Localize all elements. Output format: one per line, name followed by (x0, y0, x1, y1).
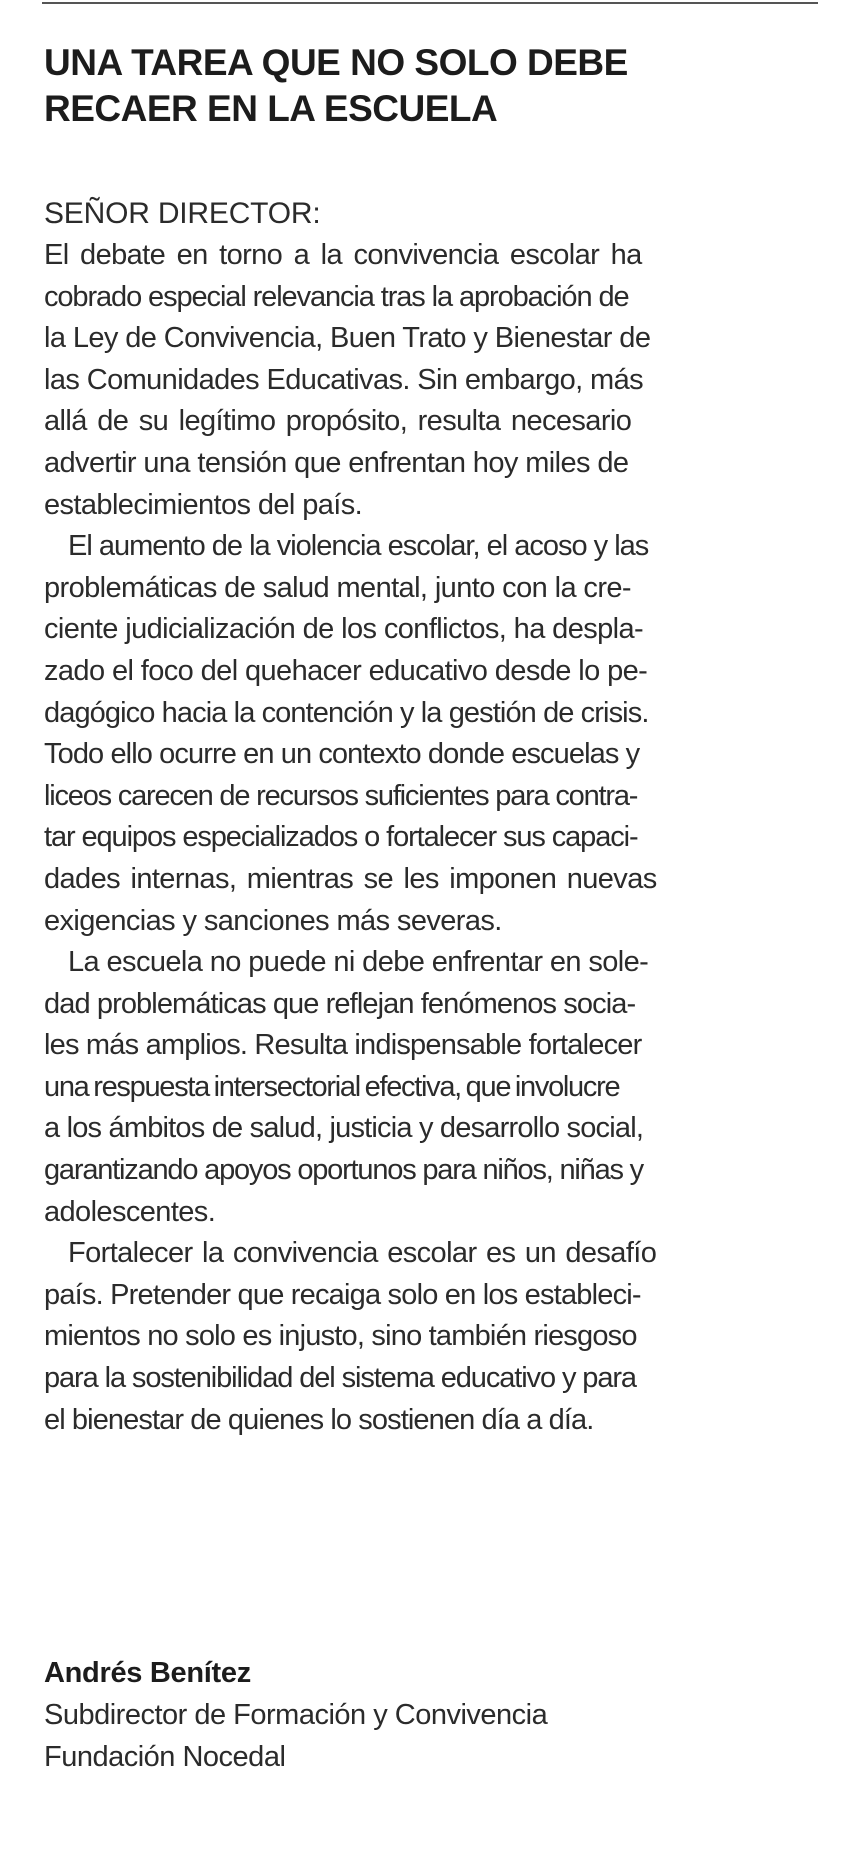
text-line: ciente judicialización de los conflictos, ha despla- (44, 613, 644, 646)
text-line: el bienestar de quienes lo sostienen día a día. (44, 1403, 594, 1436)
text-line: la Ley de Convivencia, Buen Trato y Bienestar de (44, 322, 651, 355)
text-line: dagógico hacia la contención y la gestión de crisis. (44, 696, 649, 729)
text-line: advertir una tensión que enfrentan hoy miles de (44, 446, 629, 479)
text-line: liceos carecen de recursos suficientes para contra- (44, 779, 638, 812)
text-line: Fortalecer la convivencia escolar es un desafío (68, 1237, 657, 1270)
text-line: mientos no solo es injusto, sino también riesgoso (44, 1320, 637, 1353)
text-line: dades internas, mientras se les imponen nuevas (44, 862, 657, 895)
text-line: país. Pretender que recaiga solo en los estableci- (44, 1278, 641, 1311)
salutation: SEÑOR DIRECTOR: (44, 197, 321, 230)
text-line: establecimientos del país. (44, 488, 363, 521)
headline-line: UNA TAREA QUE NO SOLO DEBE (44, 42, 628, 83)
text-line: zado el foco del quehacer educativo desde lo pe- (44, 654, 648, 687)
top-divider (42, 2, 818, 4)
text-line: Todo ello ocurre en un contexto donde escuelas y (44, 738, 640, 771)
text-line: allá de su legítimo propósito, resulta necesario (44, 405, 632, 438)
paragraph-3 (44, 942, 816, 1233)
letter-headline (44, 40, 784, 132)
text-line: adolescentes. (44, 1195, 216, 1228)
text-line: exigencias y sanciones más severas. (44, 904, 502, 937)
text-line: las Comunidades Educativas. Sin embargo, más (44, 363, 644, 396)
text-line: tar equipos especializados o fortalecer sus capaci- (44, 821, 638, 854)
paragraph-4 (44, 1233, 816, 1441)
text-line: les más amplios. Resulta indispensable fortalecer (44, 1029, 642, 1062)
text-line: dad problemáticas que reflejan fenómenos socia- (44, 987, 636, 1020)
text-line: La escuela no puede ni debe enfrentar en sole- (68, 946, 649, 979)
text-line: a los ámbitos de salud, justicia y desarrollo social, (44, 1112, 644, 1145)
author-organization: Fundación Nocedal (44, 1741, 286, 1773)
text-line: problemáticas de salud mental, junto con la cre- (44, 571, 631, 604)
text-line: garantizando apoyos oportunos para niños, niñas y (44, 1154, 643, 1187)
paragraph-1 (44, 235, 816, 526)
text-line: cobrado especial relevancia tras la aprobación de (44, 280, 629, 313)
text-line: para la sostenibilidad del sistema educativo y para (44, 1362, 636, 1395)
headline-line: RECAER EN LA ESCUELA (44, 88, 498, 129)
paragraph-2 (44, 526, 816, 942)
signature-block (44, 1652, 804, 1778)
author-title: Subdirector de Formación y Convivencia (44, 1699, 548, 1731)
letter-body (44, 193, 816, 1441)
author-name: Andrés Benítez (44, 1657, 251, 1689)
text-line: El aumento de la violencia escolar, el acoso y las (68, 530, 649, 563)
text-line: El debate en torno a la convivencia escolar ha (44, 239, 642, 271)
text-line: una respuesta intersectorial efectiva, que involucre (44, 1070, 620, 1103)
